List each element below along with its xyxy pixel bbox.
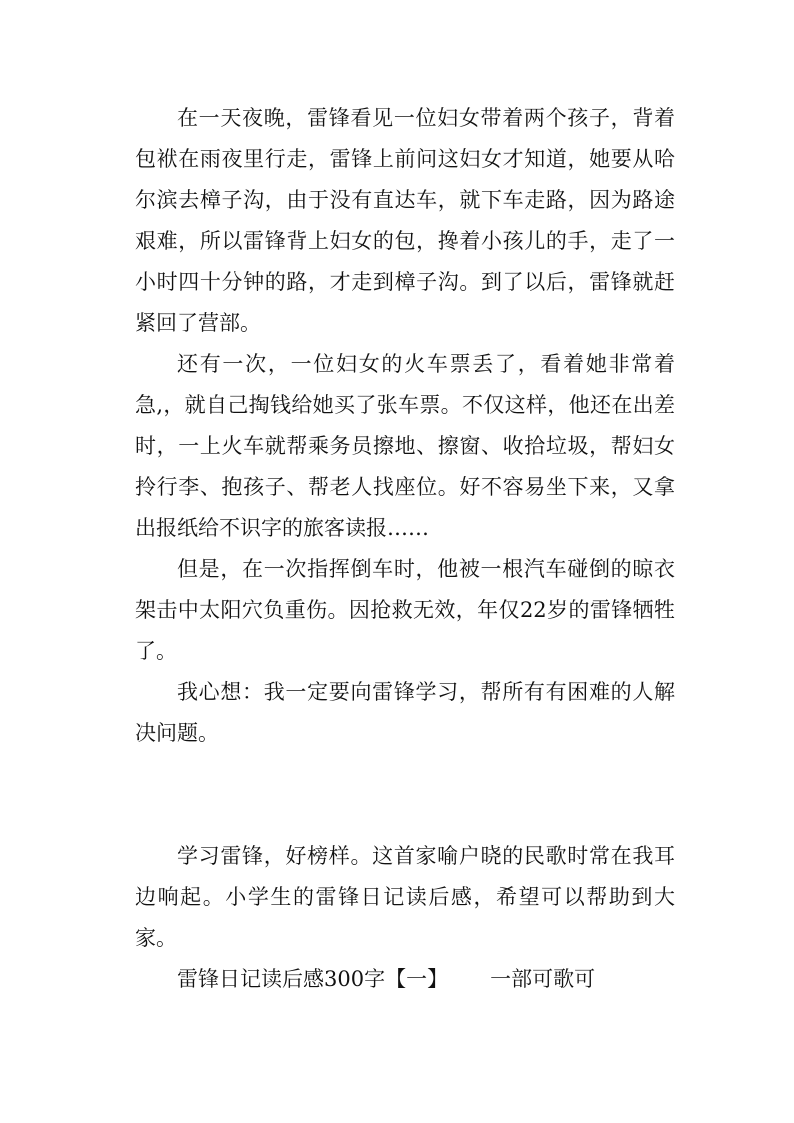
document-body <box>135 98 675 1000</box>
section-heading-line <box>135 959 675 1000</box>
paragraph-intro: 学习雷锋，好榜样。这首家喻户晓的民歌时常在我耳边响起。小学生的雷锋日记读后感，希望可以帮助到大家。 <box>135 844 675 950</box>
section-heading-trailing-text: 一部可歌可 <box>490 967 596 991</box>
paragraph-train-story: 还有一次，一位妇女的火车票丢了，看着她非常着急,，就自己掏钱给她买了张车票。不仅这样，他还在出差时，一上火车就帮乘务员擦地、擦窗、收拾垃圾，帮妇女拎行李、抱孩子、帮老人找座位。好不容易坐下来，又拿出报纸给不识字的旅客读报…… <box>135 352 675 540</box>
paragraph-sacrifice: 但是，在一次指挥倒车时，他被一根汽车碰倒的晾衣架击中太阳穴负重伤。因抢救无效，年仅22岁的雷锋牺牲了。 <box>135 557 675 663</box>
section-heading-title: 雷锋日记读后感300字【一】 <box>177 967 449 991</box>
section-spacer <box>135 754 675 836</box>
paragraph-reflection: 我心想：我一定要向雷锋学习，帮所有有困难的人解决问题。 <box>135 680 675 745</box>
paragraph-night-story: 在一天夜晚，雷锋看见一位妇女带着两个孩子，背着包袱在雨夜里行走，雷锋上前问这妇女才知道，她要从哈尔滨去樟子沟，由于没有直达车，就下车走路，因为路途艰难，所以雷锋背上妇女的包，搀着小孩儿的手，走了一小时四十分钟的路，才走到樟子沟。到了以后，雷锋就赶紧回了营部。 <box>135 106 675 335</box>
